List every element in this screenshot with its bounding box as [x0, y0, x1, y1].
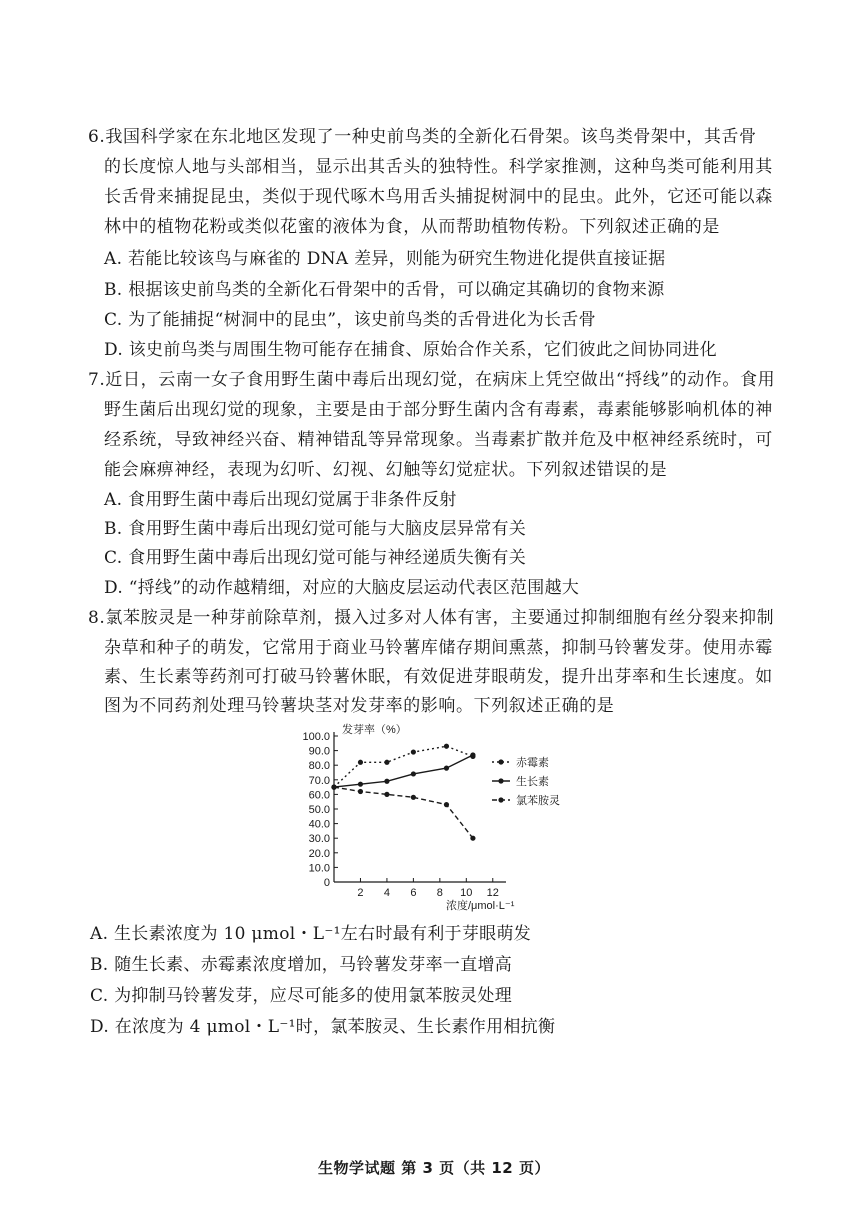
q7-stem-line: 野生菌后出现幻觉的现象，主要是由于部分野生菌内含有毒素，毒素能够影响机体的神	[104, 400, 773, 420]
series-point-0	[411, 749, 416, 754]
legend-label-0: 赤霉素	[516, 757, 549, 769]
series-line-0	[334, 746, 473, 787]
legend-label-1: 生长素	[516, 776, 549, 788]
legend-marker-1	[498, 778, 503, 783]
x-tick-label: 6	[410, 887, 417, 899]
series-point-1	[384, 779, 389, 784]
series-point-2	[444, 802, 449, 807]
q7-option-c: C. 食用野生菌中毒后出现幻觉可能与神经递质失衡有关	[104, 548, 527, 568]
x-tick-label: 4	[383, 887, 390, 899]
y-tick-label: 90.0	[308, 745, 330, 758]
y-tick-label: 0	[323, 877, 330, 889]
q8-option-c: C. 为抑制马铃薯发芽，应尽可能多的使用氯苯胺灵处理	[90, 986, 513, 1006]
y-tick-label: 50.0	[308, 804, 330, 816]
q6-option-d: D. 该史前鸟类与周围生物可能存在捕食、原始合作关系，它们彼此之间协同进化	[104, 340, 717, 360]
germination-rate-chart	[296, 722, 596, 912]
q8-option-d: D. 在浓度为 4 μmol・L⁻¹时，氯苯胺灵、生长素作用相抗衡	[90, 1017, 556, 1037]
q6-option-a: A. 若能比较该鸟与麻雀的 DNA 差异，则能为研究生物进化提供直接证据	[104, 249, 666, 269]
y-tick-label: 100.0	[302, 731, 330, 743]
series-point-1	[444, 766, 449, 771]
page-footer: 生物学试题 第 3 页（共 12 页）	[318, 1159, 550, 1177]
series-line-1	[334, 755, 473, 787]
series-point-0	[384, 760, 389, 765]
q8-option-a: A. 生长素浓度为 10 μmol・L⁻¹左右时最有利于芽眼萌发	[90, 924, 532, 944]
series-point-0	[358, 760, 363, 765]
q8-option-b: B. 随生长素、赤霉素浓度增加，马铃薯发芽率一直增高	[90, 955, 513, 975]
x-tick-label: 2	[357, 887, 364, 899]
x-tick-label: 10	[460, 887, 473, 899]
q8-stem-line: 8.氯苯胺灵是一种芽前除草剂，摄入过多对人体有害，主要通过抑制细胞有丝分裂来抑制	[88, 608, 775, 628]
q6-stem-line: 长舌骨来捕捉昆虫，类似于现代啄木鸟用舌头捕捉树洞中的昆虫。此外，它还可能以森	[104, 187, 773, 207]
q6-option-c: C. 为了能捕捉“树洞中的昆虫”，该史前鸟类的舌骨进化为长舌骨	[104, 310, 596, 330]
series-point-1	[411, 771, 416, 776]
q7-stem-line: 7.近日，云南一女子食用野生菌中毒后出现幻觉，在病床上凭空做出“捋线”的动作。食用	[88, 370, 776, 390]
series-point-2	[411, 795, 416, 800]
series-point-1	[470, 752, 475, 757]
legend-label-2: 氯苯胺灵	[516, 795, 560, 807]
q6-stem-line: 林中的植物花粉或类似花蜜的液体为食，从而帮助植物传粉。下列叙述正确的是	[104, 217, 720, 237]
legend-marker-2	[498, 797, 503, 802]
y-tick-label: 20.0	[308, 847, 330, 860]
y-tick-label: 30.0	[308, 833, 330, 846]
q8-stem-line: 素、生长素等药剂可打破马铃薯休眠，有效促进芽眼萌发，提升出芽率和生长速度。如	[104, 667, 773, 687]
chart-axes	[334, 732, 506, 882]
series-line-2	[334, 787, 473, 838]
q7-stem-line: 经系统，导致神经兴奋、精神错乱等异常现象。当毒素扩散并危及中枢神经系统时，可	[104, 430, 773, 450]
y-tick-label: 60.0	[308, 789, 330, 802]
series-point-0	[444, 744, 449, 749]
q7-option-a: A. 食用野生菌中毒后出现幻觉属于非条件反射	[104, 490, 457, 510]
series-point-2	[384, 792, 389, 797]
legend-marker-0	[498, 759, 503, 764]
x-axis-ticks	[357, 878, 498, 899]
series-point-2	[331, 785, 336, 790]
q7-stem-line: 能会麻痹神经，表现为幻听、幻视、幻触等幻觉症状。下列叙述错误的是	[104, 460, 668, 480]
chart-series	[331, 744, 475, 841]
q8-stem-line: 杂草和种子的萌发，它常用于商业马铃薯库储存期间熏蒸，抑制马铃薯发芽。使用赤霉	[104, 638, 773, 658]
q6-stem-line: 6.我国科学家在东北地区发现了一种史前鸟类的全新化石骨架。该鸟类骨架中，其舌骨	[88, 127, 757, 147]
y-tick-label: 10.0	[308, 862, 330, 875]
x-axis-label: 浓度/μmol·L⁻¹	[446, 900, 515, 912]
q6-option-b: B. 根据该史前鸟类的全新化石骨架中的舌骨，可以确定其确切的食物来源	[104, 280, 665, 300]
y-tick-label: 80.0	[308, 760, 330, 773]
y-axis-ticks	[302, 731, 338, 889]
y-axis-label: 发芽率（%）	[342, 724, 407, 736]
series-point-2	[358, 789, 363, 794]
y-tick-label: 70.0	[308, 774, 330, 787]
series-point-1	[358, 782, 363, 787]
q8-stem-line: 图为不同药剂处理马铃薯块茎对发芽率的影响。下列叙述正确的是	[104, 696, 615, 716]
q7-option-d: D. “捋线”的动作越精细，对应的大脑皮层运动代表区范围越大	[104, 578, 580, 598]
q6-stem-line: 的长度惊人地与头部相当，显示出其舌头的独特性。科学家推测，这种鸟类可能利用其	[104, 157, 773, 177]
x-tick-label: 12	[486, 887, 499, 899]
y-tick-label: 40.0	[308, 818, 330, 831]
chart-legend	[492, 755, 560, 807]
series-point-2	[470, 836, 475, 841]
x-tick-label: 8	[436, 887, 443, 899]
q7-option-b: B. 食用野生菌中毒后出现幻觉可能与大脑皮层异常有关	[104, 519, 527, 539]
